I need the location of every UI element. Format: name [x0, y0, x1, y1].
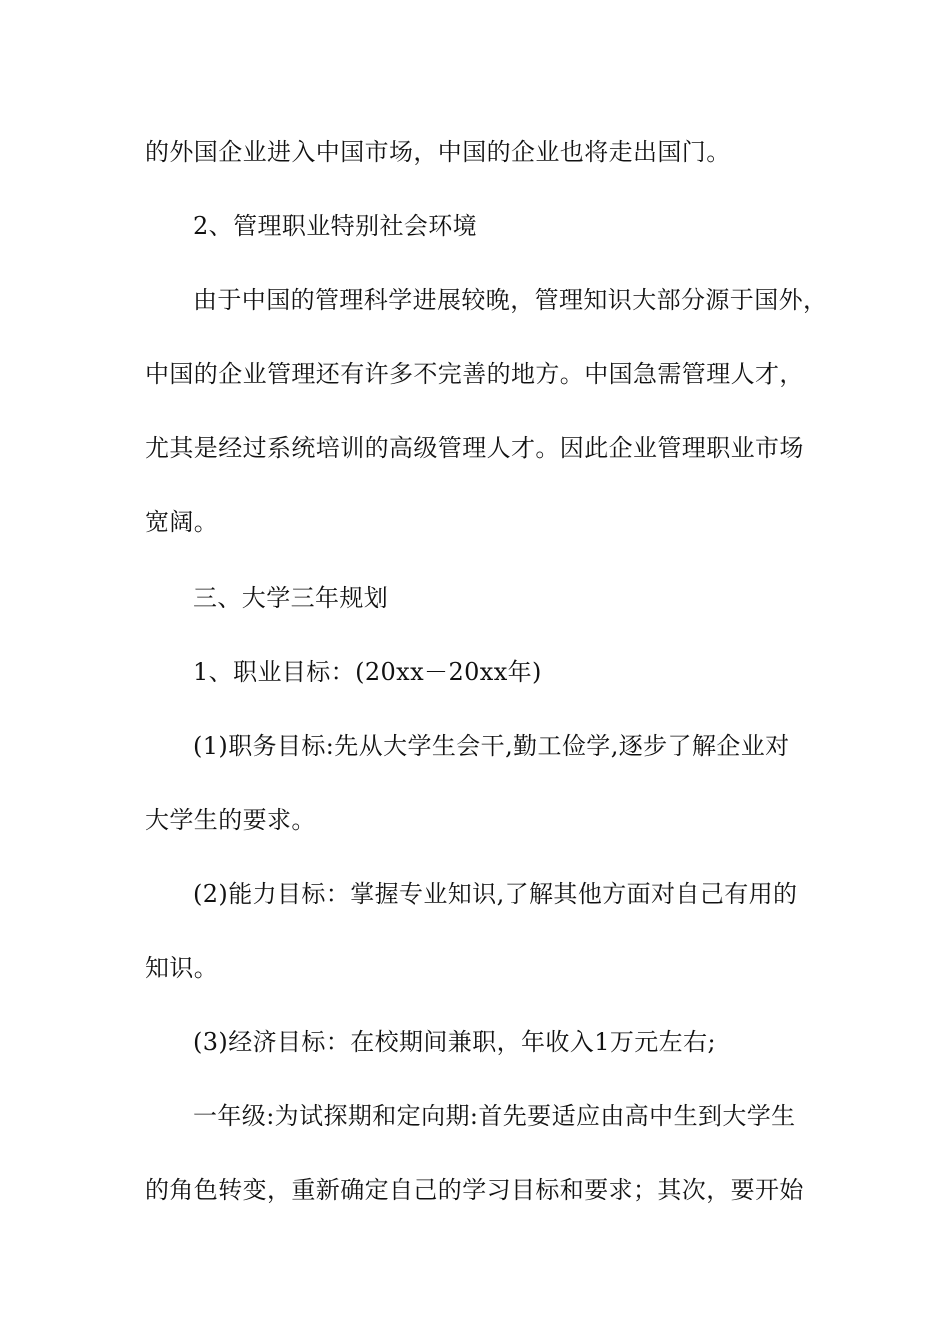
- section-heading: 三、大学三年规划: [193, 584, 389, 612]
- paragraph-line: 的外国企业进入中国市场，中国的企业也将走出国门。: [145, 138, 731, 166]
- paragraph-line: 一年级:为试探期和定向期:首先要适应由高中生到大学生: [193, 1102, 796, 1130]
- paragraph-line: 中国的企业管理还有许多不完善的地方。中国急需管理人才，: [145, 360, 804, 388]
- paragraph-line: 知识。: [145, 954, 219, 982]
- paragraph-line: (2)能力目标：掌握专业知识,了解其他方面对自己有用的: [193, 880, 798, 908]
- section-heading: 2、管理职业特别社会环境: [193, 212, 478, 240]
- paragraph-line: (1)职务目标:先从大学生会干,勤工俭学,逐步了解企业对: [193, 732, 790, 760]
- paragraph-line: 的角色转变，重新确定自己的学习目标和要求；其次，要开始: [145, 1176, 804, 1204]
- paragraph-line: 宽阔。: [145, 508, 219, 536]
- paragraph-line: 由于中国的管理科学进展较晚，管理知识大部分源于国外，: [193, 286, 828, 314]
- paragraph-line: 尤其是经过系统培训的高级管理人才。因此企业管理职业市场: [145, 434, 804, 462]
- subsection-heading: 1、职业目标：(20xx－20xx年): [193, 658, 542, 686]
- paragraph-line: 大学生的要求。: [145, 806, 316, 834]
- paragraph-line: (3)经济目标：在校期间兼职，年收入1万元左右;: [193, 1028, 716, 1056]
